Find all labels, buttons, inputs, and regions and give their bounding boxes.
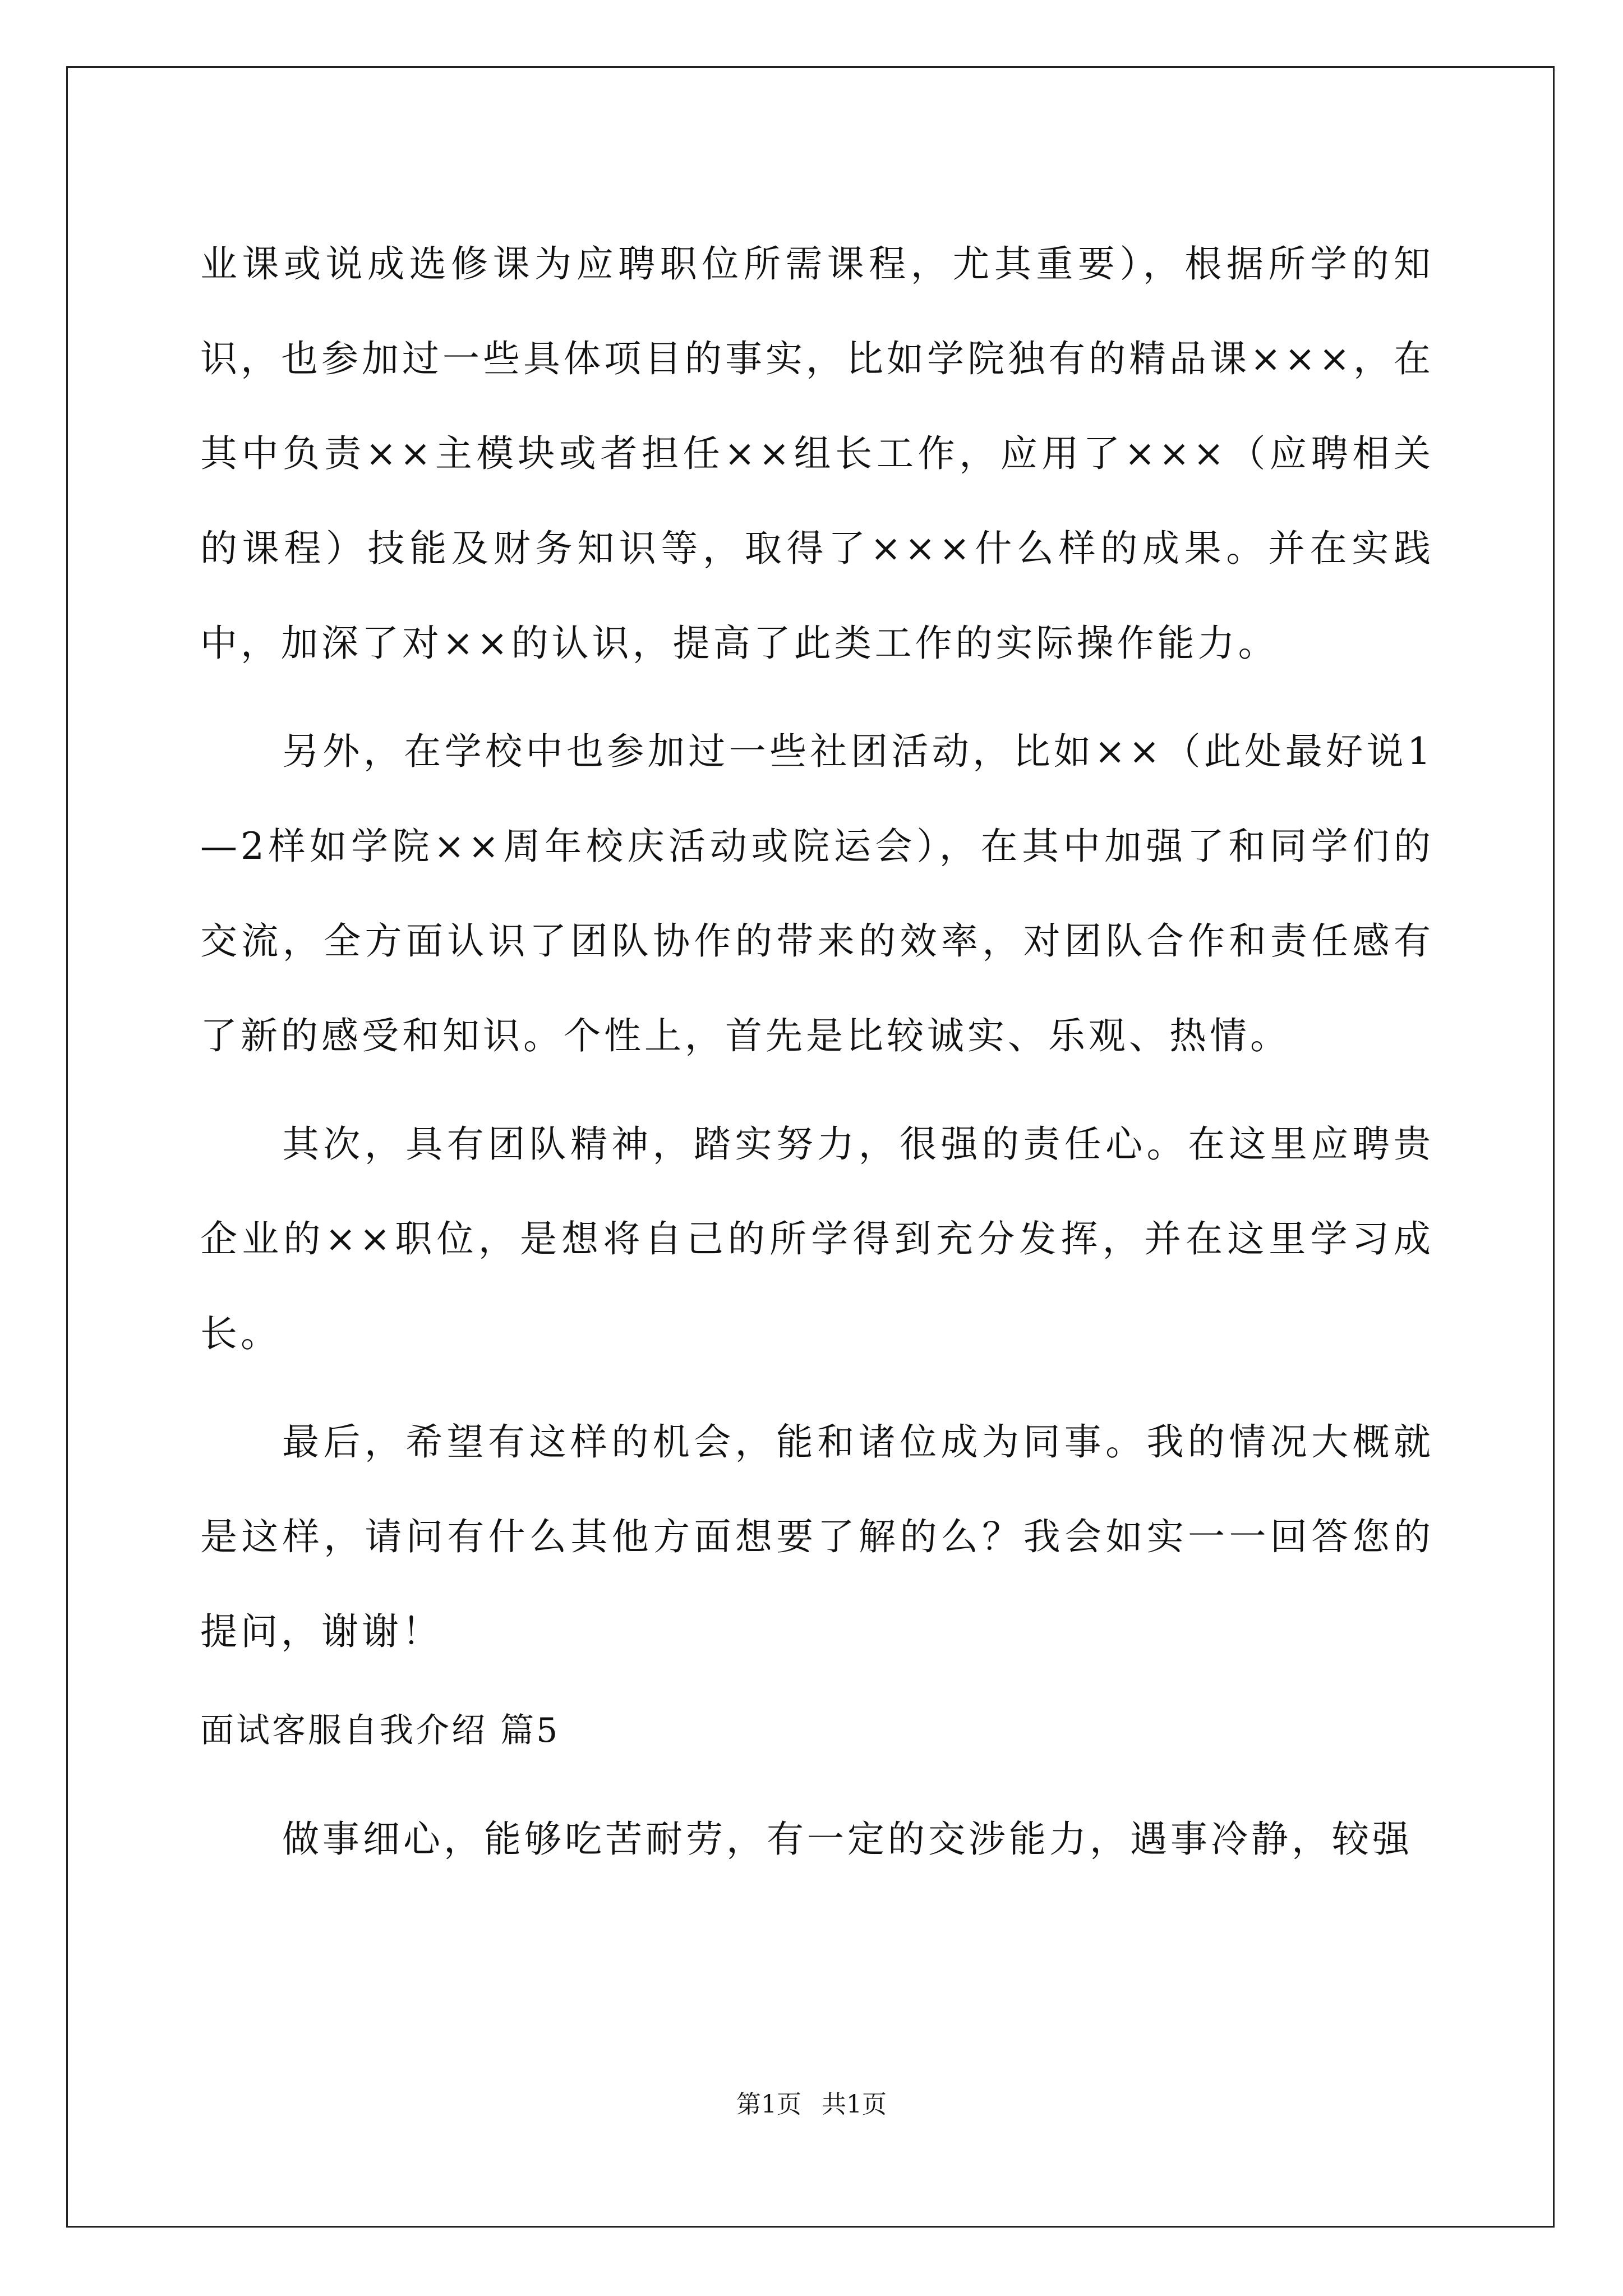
- page-footer: [0, 2088, 1623, 2122]
- paragraph-section-start: 做事细心，能够吃苦耐劳，有一定的交涉能力，遇事冷静，较强: [282, 1818, 1413, 1861]
- paragraph-project-experience: 业课或说成选修课为应聘职位所需课程，尤其重要），根据所学的知识，也参加过一些具体项目的事实，比如学院独有的精品课×××，在其中负责××主模块或者担任××组长工作，应用了×××（应聘相关的课程）技能及财务知识等，取得了×××什么样的成果。并在实践中，加深了对××的认识，提高了此类工作的实际操作能力。: [200, 242, 1434, 665]
- section-heading: 面试客服自我介绍 篇5: [200, 1711, 560, 1750]
- paragraph-club-activities: 另外，在学校中也参加过一些社团活动，比如××（此处最好说1—2样如学院××周年校庆活动或院运会），在其中加强了和同学们的交流，全方面认识了团队协作的带来的效率，对团队合作和责任感有了新的感受和知识。个性上，首先是比较诚实、乐观、热情。: [200, 730, 1434, 1057]
- paragraph-closing: 最后，希望有这样的机会，能和诸位成为同事。我的情况大概就是这样，请问有什么其他方面想要了解的么？我会如实一一回答您的提问，谢谢！: [200, 1420, 1434, 1653]
- document-body: [200, 217, 1434, 1887]
- page-number-total: 共1页: [822, 2090, 887, 2119]
- paragraph-team-spirit: 其次，具有团队精神，踏实努力，很强的责任心。在这里应聘贵企业的××职位，是想将自己的所学得到充分发挥，并在这里学习成长。: [200, 1122, 1434, 1355]
- page-number-current: 第1页: [736, 2090, 801, 2119]
